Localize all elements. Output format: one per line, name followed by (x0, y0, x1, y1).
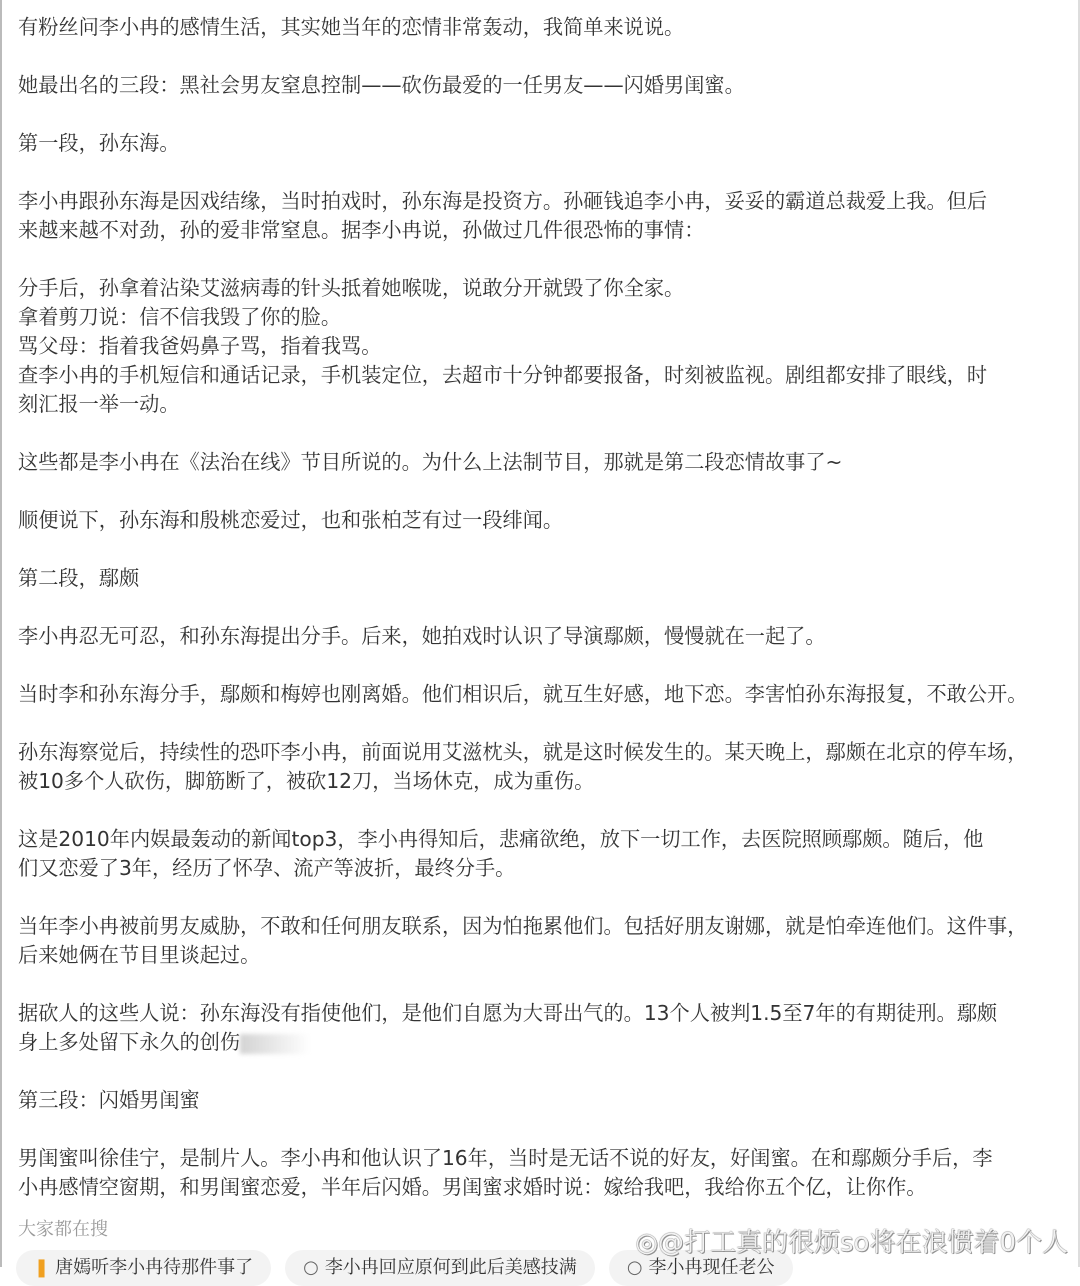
search-chip[interactable]: ○ 李小冉回应原何到此后美感技满 (285, 1250, 595, 1286)
weibo-watermark: ◎@打工真的很烦so将在浪惯着0个人 (635, 1228, 1068, 1258)
text-line: 第一段，孙东海。 (18, 131, 180, 155)
text-line: 李小冉忍无可忍，和孙东海提出分手。后来，她拍戏时认识了导演鄢颇，慢慢就在一起了。 (18, 624, 826, 648)
text-line: 男闺蜜叫徐佳宁，是制片人。李小冉和他认识了16年，当时是无话不说的好友，好闺蜜。在和鄢颇分手后，李 (18, 1146, 993, 1170)
paragraph (18, 738, 1068, 796)
text-line: 这是2010年内娱最轰动的新闻top3，李小冉得知后，悲痛欲绝，放下一切工作，去医院照顾鄢颇。随后，他 (18, 827, 984, 851)
text-line: 身上多处留下永久的创伤 (18, 1028, 1068, 1057)
paragraph (18, 1086, 1068, 1115)
text-line: 这些都是李小冉在《法治在线》节目所说的。为什么上法制节目，那就是第二段恋情故事了~ (18, 450, 843, 474)
paragraph (18, 129, 1068, 158)
text-line: 来越来越不对劲，孙的爱非常窒息。据李小冉说，孙做过几件很恐怖的事情： (18, 218, 705, 242)
trending-search-title: 大家都在搜 (18, 1219, 108, 1240)
article-body (18, 13, 1068, 1231)
search-icon: ○ (626, 1257, 643, 1278)
text-line: 小冉感情空窗期，和男闺蜜恋爱，半年后闪婚。男闺蜜求婚时说：嫁给我吧，我给你五个亿，让你作。 (18, 1175, 927, 1199)
search-chip[interactable]: ○ 李小冉现任老公 (609, 1250, 793, 1286)
search-icon: ○ (303, 1257, 319, 1278)
paragraph (18, 1144, 1068, 1202)
paragraph (18, 999, 1068, 1057)
text-line: 顺便说下，孙东海和殷桃恋爱过，也和张柏芝有过一段绯闻。 (18, 508, 564, 532)
text-line: 分手后，孙拿着沾染艾滋病毒的针头抵着她喉咙，说敢分开就毁了你全家。 (18, 276, 685, 300)
text-line: 刻汇报一举一动。 (18, 392, 180, 416)
text-line: 被10多个人砍伤，脚筋断了，被砍12刀，当场休克，成为重伤。 (18, 769, 595, 793)
weibo-logo-icon: ◎ (635, 1228, 658, 1258)
paragraph (18, 13, 1068, 42)
paragraph (18, 448, 1068, 477)
paragraph (18, 274, 1068, 419)
text-line: 有粉丝问李小冉的感情生活，其实她当年的恋情非常轰动，我简单来说说。 (18, 15, 685, 39)
paragraph (18, 912, 1068, 970)
paragraph (18, 506, 1068, 535)
text-line: 孙东海察觉后，持续性的恐吓李小冉，前面说用艾滋枕头，就是这时候发生的。某天晚上，鄢颇在北京的停车场， (18, 740, 1028, 764)
paragraph (18, 622, 1068, 651)
paragraph (18, 825, 1068, 883)
paragraph (18, 564, 1068, 593)
text-line: 第三段：闪婚男闺蜜 (18, 1088, 200, 1112)
text-line: 当时李和孙东海分手，鄢颇和梅婷也刚离婚。他们相识后，就互生好感，地下恋。李害怕孙东海报复，不敢公开。 (18, 682, 1028, 706)
text-line: 李小冉跟孙东海是因戏结缘，当时拍戏时，孙东海是投资方。孙砸钱追李小冉，妥妥的霸道总裁爱上我。但后 (18, 189, 988, 213)
text-line: 们又恋爱了3年，经历了怀孕、流产等波折，最终分手。 (18, 856, 516, 880)
text-line: 她最出名的三段：黑社会男友窒息控制——砍伤最爱的一任男友——闪婚男闺蜜。 (18, 73, 745, 97)
text-line: 骂父母：指着我爸妈鼻子骂，指着我骂。 (18, 334, 382, 358)
paragraph (18, 187, 1068, 245)
text-line: 第二段，鄢颇 (18, 566, 140, 590)
text-line: 据砍人的这些人说：孙东海没有指使他们，是他们自愿为大哥出气的。13个人被判1.5至7年的有期徒刑。鄢颇 (18, 1001, 998, 1025)
text-line: 当年李小冉被前男友威胁，不敢和任何朋友联系，因为怕拖累他们。包括好朋友谢娜，就是怕牵连他们。这件事， (18, 914, 1028, 938)
blur-fade (240, 1034, 310, 1054)
paragraph (18, 71, 1068, 100)
text-line: 查李小冉的手机短信和通话记录，手机装定位，去超市十分钟都要报备，时刻被监视。剧组都安排了眼线，时 (18, 363, 988, 387)
hot-icon: ❚ (34, 1257, 50, 1278)
text-line: 拿着剪刀说：信不信我毁了你的脸。 (18, 305, 342, 329)
paragraph (18, 680, 1068, 709)
text-line: 后来她俩在节目里谈起过。 (18, 943, 261, 967)
search-chip[interactable]: ❚ 唐嫣听李小冉待那件事了 (16, 1250, 271, 1286)
